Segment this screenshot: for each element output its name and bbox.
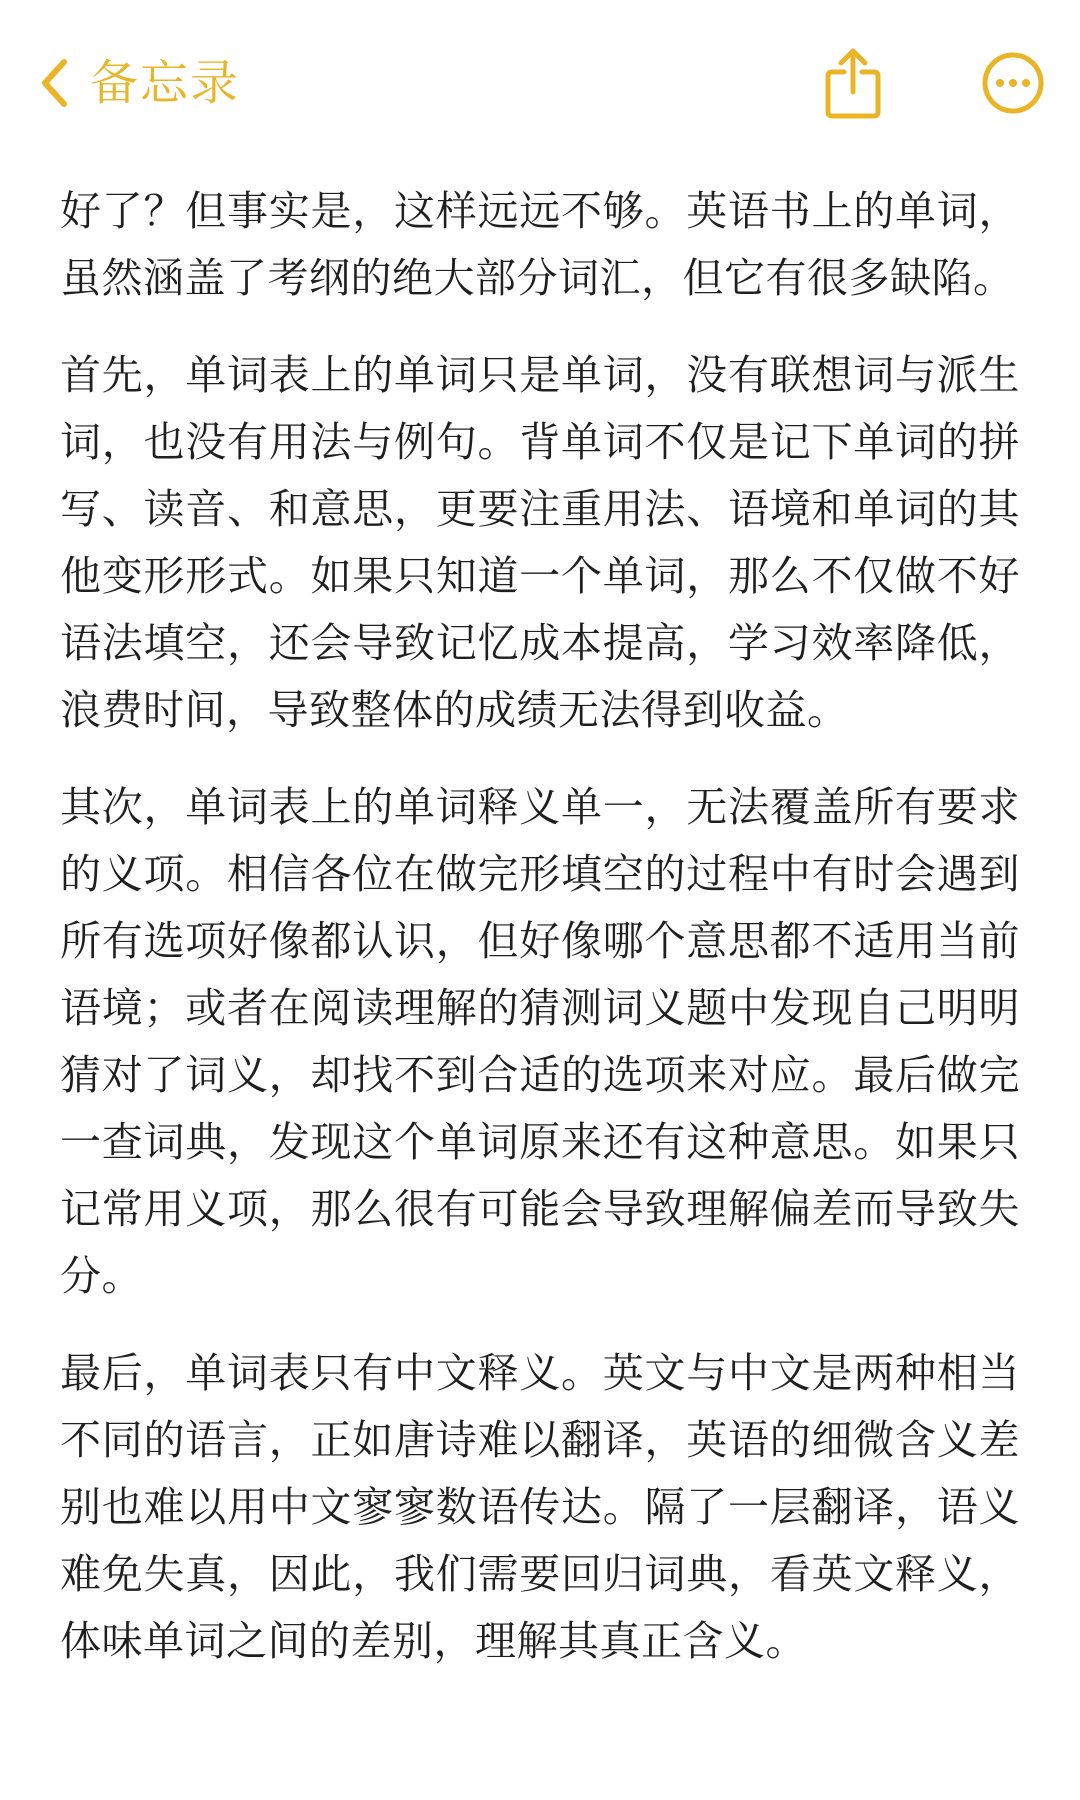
chevron-left-icon	[40, 58, 68, 108]
more-button[interactable]	[968, 40, 1058, 130]
back-button[interactable]	[40, 48, 240, 118]
navigation-bar	[0, 0, 1080, 160]
note-paragraph: 首先，单词表上的单词只是单词，没有联想词与派生词，也没有用法与例句。背单词不仅是记下单词的拼写、读音、和意思，更要注重用法、语境和单词的其他变形形式。如果只知道一个单词，那么不仅做不好语法填空，还会导致记忆成本提高，学习效率降低，浪费时间，导致整体的成绩无法得到收益。	[60, 351, 1020, 734]
note-paragraph: 好了？但事实是，这样远远不够。英语书上的单词，虽然涵盖了考纲的绝大部分词汇，但它有很多缺陷。	[60, 187, 1020, 302]
note-paragraph: 其次，单词表上的单词释义单一，无法覆盖所有要求的义项。相信各位在做完形填空的过程中有时会遇到所有选项好像都认识，但好像哪个意思都不适用当前语境；或者在阅读理解的猜测词义题中发现自己明明猜对了词义，却找不到合适的选项来对应。最后做完一查词典，发现这个单词原来还有这种意思。如果只记常用义项，那么很有可能会导致理解偏差而导致失分。	[60, 783, 1020, 1300]
note-body[interactable]	[60, 178, 1020, 1705]
back-label: 备忘录	[90, 55, 241, 111]
more-icon	[981, 51, 1045, 119]
share-button[interactable]	[808, 40, 898, 130]
note-paragraph: 最后，单词表只有中文释义。英文与中文是两种相当不同的语言，正如唐诗难以翻译，英语的细微含义差别也难以用中文寥寥数语传达。隔了一层翻译，语义难免失真，因此，我们需要回归词典，看英文释义，体味单词之间的差别，理解其真正含义。	[60, 1349, 1020, 1665]
share-icon	[823, 46, 883, 124]
